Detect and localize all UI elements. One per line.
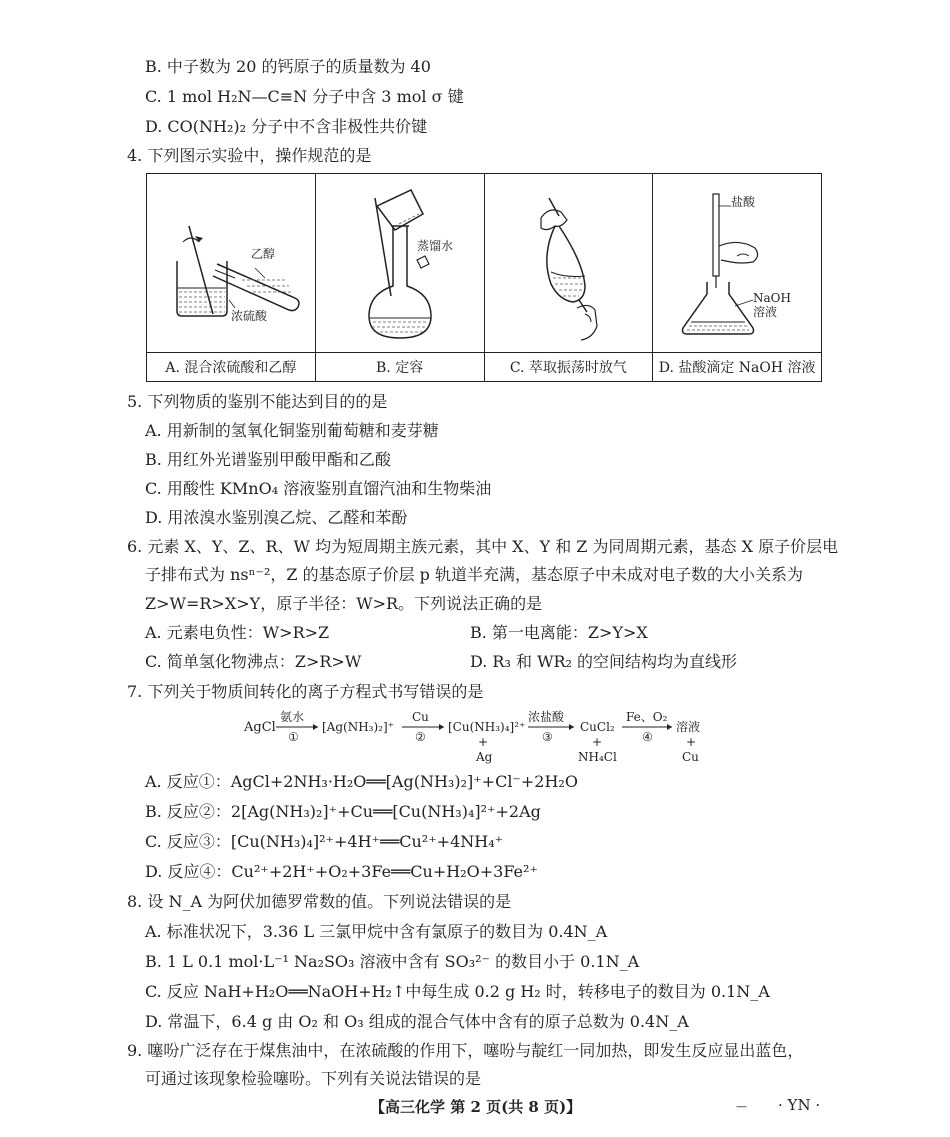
q7-option-c: C. 反应③：[Cu(NH₃)₄]²⁺+4H⁺══Cu²⁺+4NH₄⁺: [145, 832, 504, 851]
q9-stem-line-1: 9. 噻吩广泛存在于煤焦油中，在浓硫酸的作用下，噻吩与靛红一同加热，即发生反应显出蓝色，: [127, 1041, 804, 1060]
experiment-b-cell: [315, 174, 484, 353]
caption-c: C. 萃取振荡时放气: [484, 353, 653, 382]
q5-option-b: B. 用红外光谱鉴别甲酸甲酯和乙酸: [145, 450, 391, 469]
experiment-a-figure: [147, 176, 327, 346]
q3-option-d: D. CO(NH₂)₂ 分子中不含非极性共价键: [145, 117, 428, 136]
scheme-plus-3: +: [686, 735, 697, 749]
label-conc-sulfuric-acid: 浓硫酸: [231, 309, 268, 323]
q6-option-c: C. 简单氢化物沸点：Z>R>W: [145, 652, 362, 671]
experiment-a-cell: [147, 174, 316, 353]
q8-option-d: D. 常温下，6.4 g 由 O₂ 和 O₃ 组成的混合气体中含有的原子总数为 0.4N_A: [145, 1012, 689, 1031]
scheme-ag: Ag: [476, 750, 493, 764]
scheme-plus-1: +: [478, 735, 489, 749]
scheme-cu-ammine: [Cu(NH₃)₄]²⁺: [448, 720, 526, 734]
q5-option-c: C. 用酸性 KMnO₄ 溶液鉴别直馏汽油和生物柴油: [145, 479, 492, 498]
experiment-b-figure: [325, 176, 475, 346]
q7-reaction-scheme: [240, 707, 720, 767]
footer-code: · YN ·: [778, 1096, 821, 1114]
experiment-c-figure: [493, 176, 643, 346]
experiment-d-figure: [657, 176, 817, 346]
label-hydrochloric-acid: 盐酸: [731, 195, 756, 209]
footer-mark: —: [736, 1100, 747, 1113]
q3-option-b: B. 中子数为 20 的钙原子的质量数为 40: [145, 57, 431, 76]
q7-option-d: D. 反应④：Cu²⁺+2H⁺+O₂+3Fe══Cu+H₂O+3Fe²⁺: [145, 862, 538, 881]
scheme-ag-ammine: [Ag(NH₃)₂]⁺: [322, 720, 394, 734]
q6-stem-line-2: 子排布式为 nsⁿ⁻²，Z 的基态原子价层 p 轨道半充满，基态原子中未成对电子数的大小关系为: [145, 565, 804, 584]
q8-stem: 8. 设 N_A 为阿伏加德罗常数的值。下列说法错误的是: [127, 892, 512, 911]
label-naoh: NaOH: [753, 291, 792, 305]
scheme-arrow1-step: ①: [288, 730, 299, 744]
q4-experiment-table: [146, 173, 822, 382]
q7-option-b: B. 反应②：2[Ag(NH₃)₂]⁺+Cu══[Cu(NH₃)₄]²⁺+2Ag: [145, 802, 541, 821]
label-ethanol: 乙醇: [251, 247, 276, 261]
scheme-solution: 溶液: [676, 720, 701, 734]
q6-option-a: A. 元素电负性：W>R>Z: [145, 623, 330, 642]
scheme-agcl: AgCl: [244, 720, 276, 735]
q8-option-a: A. 标准状况下，3.36 L 三氯甲烷中含有氯原子的数目为 0.4N_A: [145, 922, 608, 941]
q6-option-b: B. 第一电离能：Z>Y>X: [470, 623, 648, 642]
scheme-arrow3-step: ③: [542, 730, 553, 744]
q5-stem: 5. 下列物质的鉴别不能达到目的的是: [127, 392, 388, 411]
label-solution: 溶液: [753, 305, 778, 319]
scheme-nh4cl: NH₄Cl: [578, 750, 617, 764]
scheme-arrow2-step: ②: [415, 730, 426, 744]
q5-option-d: D. 用浓溴水鉴别溴乙烷、乙醛和苯酚: [145, 508, 408, 527]
scheme-cucl2: CuCl₂: [580, 720, 615, 734]
scheme-cu: Cu: [682, 750, 699, 764]
scheme-arrow2-reagent: Cu: [412, 710, 429, 724]
q9-stem-line-2: 可通过该现象检验噻吩。下列有关说法错误的是: [145, 1069, 482, 1088]
q6-option-d: D. R₃ 和 WR₂ 的空间结构均为直线形: [470, 652, 738, 671]
scheme-arrow1-reagent: 氨水: [280, 710, 305, 724]
q3-option-c: C. 1 mol H₂N—C≡N 分子中含 3 mol σ 键: [145, 87, 464, 106]
q8-option-b: B. 1 L 0.1 mol·L⁻¹ Na₂SO₃ 溶液中含有 SO₃²⁻ 的数目小于 0.1N_A: [145, 952, 640, 971]
scheme-plus-2: +: [592, 735, 603, 749]
q8-option-c: C. 反应 NaH+H₂O══NaOH+H₂↑中每生成 0.2 g H₂ 时，转移电子的数目为 0.1N_A: [145, 982, 770, 1001]
experiment-d-cell: [653, 174, 822, 353]
caption-b: B. 定容: [315, 353, 484, 382]
experiment-c-cell: [484, 174, 653, 353]
q7-stem: 7. 下列关于物质间转化的离子方程式书写错误的是: [127, 682, 484, 701]
q6-stem-line-1: 6. 元素 X、Y、Z、R、W 均为短周期主族元素，其中 X、Y 和 Z 为同周期元素，基态 X 原子价层电: [127, 537, 839, 556]
q7-option-a: A. 反应①：AgCl+2NH₃·H₂O══[Ag(NH₃)₂]⁺+Cl⁻+2H₂O: [145, 772, 578, 791]
footer-page-info: 【高三化学 第 2 页(共 8 页)】: [370, 1098, 582, 1116]
scheme-arrow4-step: ④: [642, 730, 653, 744]
q6-stem-line-3: Z>W=R>X>Y，原子半径：W>R。下列说法正确的是: [145, 594, 543, 613]
caption-d: D. 盐酸滴定 NaOH 溶液: [653, 353, 822, 382]
q4-stem: 4. 下列图示实验中，操作规范的是: [127, 146, 372, 165]
scheme-arrow4-reagent: Fe、O₂: [626, 710, 668, 724]
label-distilled-water: 蒸馏水: [416, 239, 453, 253]
caption-a: A. 混合浓硫酸和乙醇: [147, 353, 316, 382]
q5-option-a: A. 用新制的氢氧化铜鉴别葡萄糖和麦芽糖: [145, 421, 439, 440]
scheme-arrow3-reagent: 浓盐酸: [528, 710, 565, 724]
